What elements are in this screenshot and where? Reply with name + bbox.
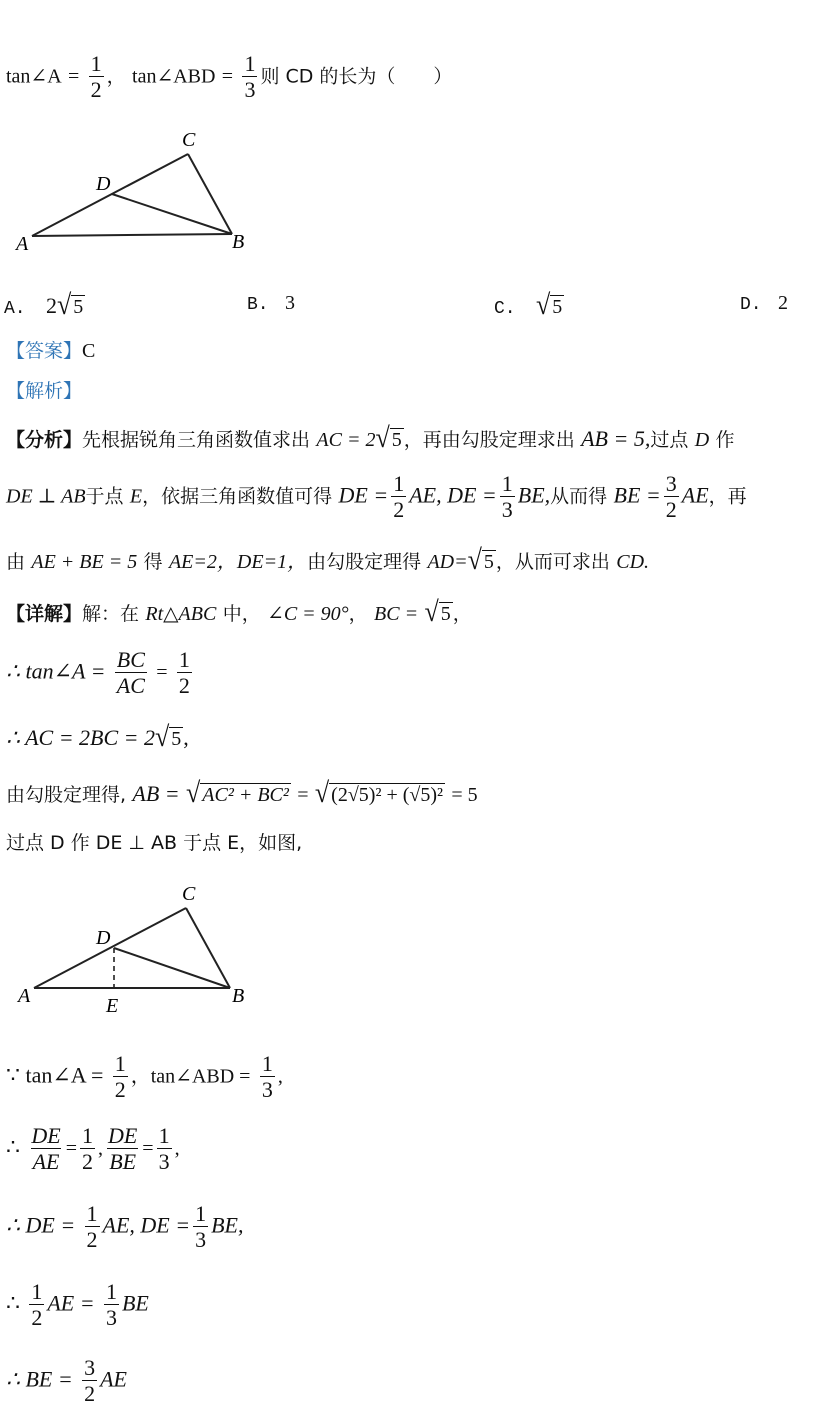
label-a: A <box>16 233 29 255</box>
detail-line-1: 【详解】解：在 Rt△ABC 中， ∠C = 90°， BC = √ 5 ， <box>6 595 472 628</box>
detail-step-3: 由勾股定理得, AB = √ AC² + BC² = √ (2√5)² + (√5)² = 5 <box>6 776 478 809</box>
question-line: tan∠A = $\frac{1}{2}$ ， tan∠ABD = $\frac{1}{3}$ 则 CD 的长为（ ） <box>6 51 453 103</box>
detail-step-2: ∴ AC = 2BC = 2 √ 5 , <box>6 720 189 753</box>
label-b: B <box>232 985 245 1007</box>
label-e: E <box>106 995 119 1017</box>
tan-a: tan∠A <box>6 65 62 88</box>
option-b[interactable]: B. 3 <box>247 292 295 315</box>
answer-line: 【答案】C <box>6 340 96 362</box>
option-c[interactable]: C. √ 5 <box>494 288 563 321</box>
fenxi-line-2: DE ⊥ AB于点 E，依据三角函数值可得 DE = $\frac{1}{2}$ AE, DE = $\frac{1}{3}$ BE,从而得 BE = $\frac{3}{2}$ AE，再 <box>6 471 747 523</box>
triangle-figure-1 <box>10 122 270 262</box>
option-a[interactable]: A. 2 √ 5 <box>4 288 84 321</box>
step-equal: ∴ $\frac{1}{2}$ AE = $\frac{1}{3}$ BE <box>6 1279 149 1331</box>
step-de: ∴ DE = $\frac{1}{2}$ AE, DE = $\frac{1}{3}$ BE, <box>6 1201 244 1253</box>
label-d: D <box>96 927 111 949</box>
triangle-figure-2 <box>10 878 270 1018</box>
fenxi-line-3: 由 AE + BE = 5 得 AE=2，DE=1，由勾股定理得 AD= √ 5 ，从而可求出 CD. <box>6 543 650 576</box>
label-d: D <box>96 173 111 195</box>
question-ask: 则 CD 的长为（ ） <box>260 65 453 88</box>
label-b: B <box>232 231 245 253</box>
tan-abd: tan∠ABD <box>132 65 216 88</box>
analysis-tag: 【解析】 <box>6 380 83 402</box>
detail-step-4: 过点 D 作 DE ⊥ AB 于点 E，如图, <box>6 832 303 854</box>
option-d[interactable]: D. 2 <box>740 292 788 315</box>
fenxi-line-1: 【分析】先根据锐角三角函数值求出 AC = 2 √ 5 ，再由勾股定理求出 AB = 5,过点 D 作 <box>6 421 735 454</box>
label-a: A <box>18 985 31 1007</box>
detail-step-1: ∴ tan∠A = $\frac{BC}{AC}$ = $\frac{1}{2}$ <box>6 647 190 699</box>
fraction-third: $\frac{1}{3}$ <box>244 51 256 103</box>
step-because: ∵ tan∠A = $\frac{1}{2}$ ，tan∠ABD = $\frac{1}{3}$ , <box>6 1051 283 1103</box>
step-be: ∴ BE = $\frac{3}{2}$ AE <box>6 1355 127 1407</box>
fraction-half: $\frac{1}{2}$ <box>90 51 102 103</box>
answer-value: C <box>82 340 96 362</box>
label-c: C <box>182 883 196 905</box>
step-ratio: ∴ $\frac{DE}{AE}$ = $\frac{1}{2}$ , $\frac{DE}{BE}$ = $\frac{1}{3}$ , <box>6 1123 180 1175</box>
label-c: C <box>182 129 196 151</box>
